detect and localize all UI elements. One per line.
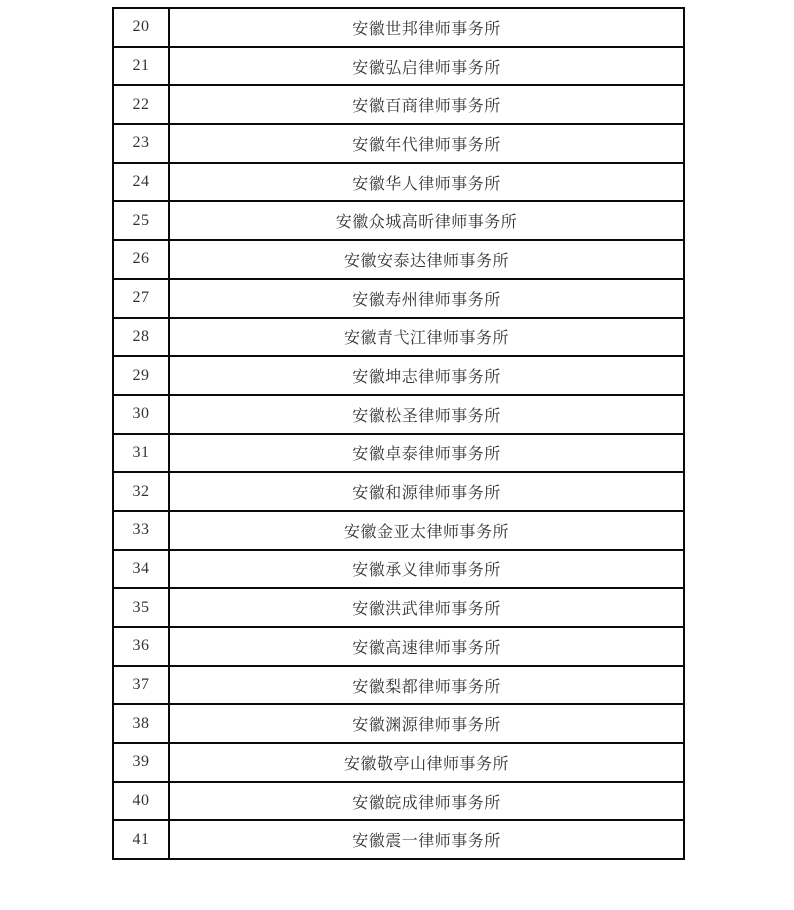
- table-row: [113, 201, 684, 240]
- row-number-cell: 38: [113, 704, 169, 743]
- table-row: [113, 395, 684, 434]
- firm-name-cell: 安徽松圣律师事务所: [169, 395, 684, 434]
- firm-name-cell: 安徽安泰达律师事务所: [169, 240, 684, 279]
- table-row: [113, 472, 684, 511]
- row-number-cell: 33: [113, 511, 169, 550]
- table-row: [113, 511, 684, 550]
- row-number-cell: 31: [113, 434, 169, 473]
- firm-name-cell: 安徽皖成律师事务所: [169, 782, 684, 821]
- table-row: [113, 124, 684, 163]
- row-number-cell: 27: [113, 279, 169, 318]
- row-number-cell: 40: [113, 782, 169, 821]
- firm-name-cell: 安徽坤志律师事务所: [169, 356, 684, 395]
- firm-name-cell: 安徽洪武律师事务所: [169, 588, 684, 627]
- law-firm-table-body: [113, 8, 684, 859]
- row-number-cell: 32: [113, 472, 169, 511]
- firm-name-cell: 安徽世邦律师事务所: [169, 8, 684, 47]
- table-row: [113, 318, 684, 357]
- firm-name-cell: 安徽寿州律师事务所: [169, 279, 684, 318]
- table-row: [113, 588, 684, 627]
- firm-name-cell: 安徽承义律师事务所: [169, 550, 684, 589]
- row-number-cell: 25: [113, 201, 169, 240]
- row-number-cell: 21: [113, 47, 169, 86]
- table-row: [113, 279, 684, 318]
- row-number-cell: 24: [113, 163, 169, 202]
- table-row: [113, 820, 684, 859]
- table-row: [113, 356, 684, 395]
- table-row: [113, 782, 684, 821]
- row-number-cell: 28: [113, 318, 169, 357]
- row-number-cell: 34: [113, 550, 169, 589]
- firm-name-cell: 安徽弘启律师事务所: [169, 47, 684, 86]
- firm-name-cell: 安徽梨都律师事务所: [169, 666, 684, 705]
- row-number-cell: 41: [113, 820, 169, 859]
- firm-name-cell: 安徽年代律师事务所: [169, 124, 684, 163]
- firm-name-cell: 安徽金亚太律师事务所: [169, 511, 684, 550]
- firm-name-cell: 安徽卓泰律师事务所: [169, 434, 684, 473]
- table-row: [113, 704, 684, 743]
- table-row: [113, 743, 684, 782]
- row-number-cell: 23: [113, 124, 169, 163]
- row-number-cell: 22: [113, 85, 169, 124]
- firm-name-cell: 安徽华人律师事务所: [169, 163, 684, 202]
- row-number-cell: 20: [113, 8, 169, 47]
- firm-name-cell: 安徽敬亭山律师事务所: [169, 743, 684, 782]
- table-row: [113, 627, 684, 666]
- table-row: [113, 47, 684, 86]
- firm-name-cell: 安徽百商律师事务所: [169, 85, 684, 124]
- firm-name-cell: 安徽和源律师事务所: [169, 472, 684, 511]
- row-number-cell: 39: [113, 743, 169, 782]
- firm-name-cell: 安徽众城高昕律师事务所: [169, 201, 684, 240]
- firm-name-cell: 安徽震一律师事务所: [169, 820, 684, 859]
- law-firm-table: [112, 7, 685, 860]
- table-row: [113, 434, 684, 473]
- row-number-cell: 35: [113, 588, 169, 627]
- row-number-cell: 30: [113, 395, 169, 434]
- row-number-cell: 29: [113, 356, 169, 395]
- firm-name-cell: 安徽高速律师事务所: [169, 627, 684, 666]
- row-number-cell: 36: [113, 627, 169, 666]
- table-row: [113, 85, 684, 124]
- row-number-cell: 26: [113, 240, 169, 279]
- table-row: [113, 666, 684, 705]
- table-row: [113, 8, 684, 47]
- table-row: [113, 550, 684, 589]
- row-number-cell: 37: [113, 666, 169, 705]
- firm-name-cell: 安徽渊源律师事务所: [169, 704, 684, 743]
- table-row: [113, 240, 684, 279]
- table-row: [113, 163, 684, 202]
- firm-name-cell: 安徽青弋江律师事务所: [169, 318, 684, 357]
